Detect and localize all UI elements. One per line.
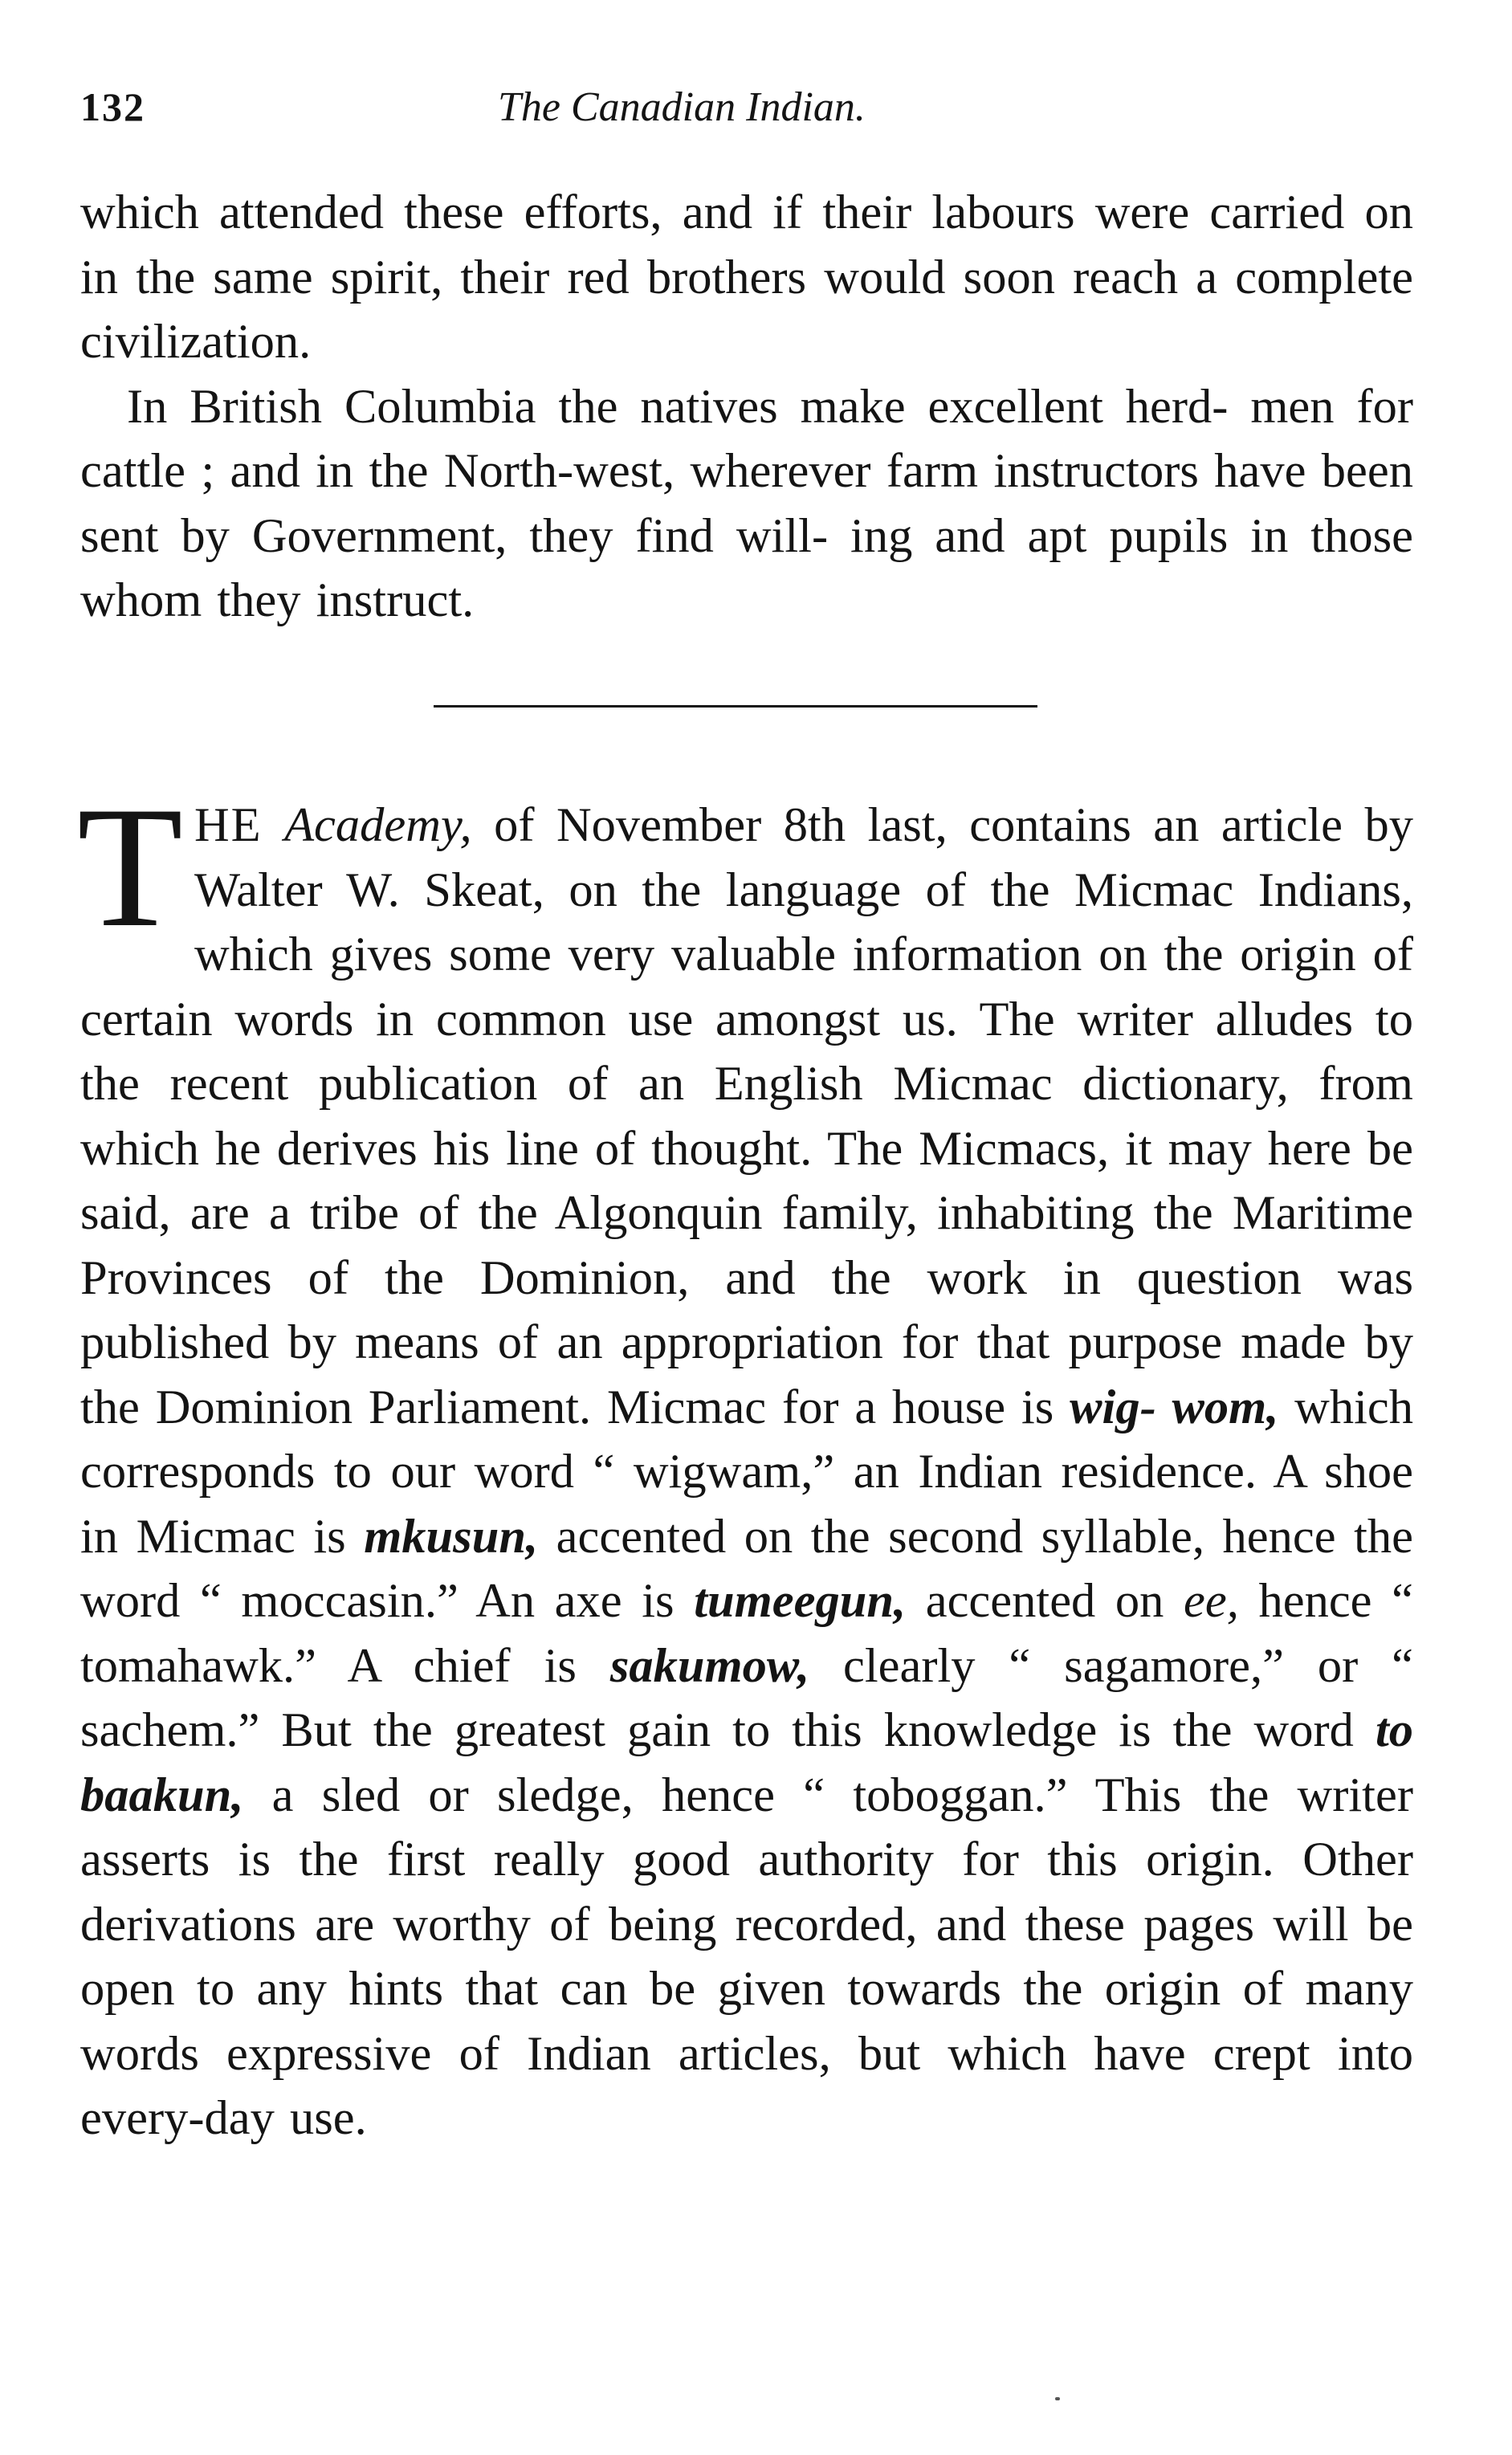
article-text-segment: of November 8th last, contains an article by Walter W. Skeat, on the language of the Micmac Indians, which gives some very valuable information on the origin of certain words in common use amongst us. The writer alludes to the recent publication of an English Micmac dictionary, from which he derives his line of thought. The Micmacs, it may here be said, are a tribe of the Algonquin family, inhabiting the Maritime Provinces of the Dominion, and the work in question was published by means of an appropriation for that purpose made by the Dominion Parliament. Micmac for a house is bbox=[80, 798, 1413, 1434]
book-page bbox=[77, 0, 1413, 2455]
micmac-word: to baakun, bbox=[80, 1703, 1413, 1822]
article-paragraph bbox=[77, 771, 1413, 2151]
micmac-word: sakumow, bbox=[609, 1638, 810, 1693]
accented-syllable: ee, bbox=[1184, 1574, 1239, 1628]
article-text-segment: hence “ tomahawk.” A chief is bbox=[80, 1574, 1413, 1693]
continued-passage bbox=[80, 181, 1413, 634]
micmac-word: tumeegun, bbox=[694, 1574, 907, 1628]
page-number: 132 bbox=[80, 84, 145, 129]
running-title: The Canadian Indian. bbox=[498, 84, 866, 130]
page-header bbox=[80, 84, 1413, 140]
british-columbia-paragraph: In British Columbia the natives make excellent herd- men for cattle ; and in the North-west, wherever farm instructors have been sent by Government, they find will- ing and apt pupils in those whom they instruct. bbox=[80, 379, 1413, 627]
section-divider bbox=[434, 705, 1037, 708]
article-text-segment: a sled or sledge, hence “ toboggan.” This the writer asserts is the first really good authority for this origin. Other derivations are worthy of being recorded, and these pages will be open to any hints that can be given towards the origin of many words expressive of Indian articles, but which have crept into every-day use. bbox=[80, 1768, 1413, 2145]
opening-small-caps: HE bbox=[194, 798, 263, 852]
article-text-segment: accented on the second syllable, hence the word “ moccasin.” An axe is bbox=[80, 1509, 1413, 1628]
drop-cap: T bbox=[77, 771, 183, 963]
micmac-word: mkusun, bbox=[364, 1509, 539, 1564]
micmac-article bbox=[77, 771, 1413, 2151]
continued-paragraph: which attended these efforts, and if their labours were carried on in the same spirit, their red brothers would soon reach a complete civilization. bbox=[80, 186, 1413, 369]
micmac-word: wig- wom, bbox=[1070, 1380, 1279, 1434]
print-speck bbox=[1055, 2397, 1060, 2400]
article-text-segment: clearly “ sagamore,” or “ sachem.” But the greatest gain to this knowledge is the word bbox=[80, 1638, 1413, 1757]
article-text-segment: which corresponds to our word “ wigwam,” an Indian residence. A shoe in Micmac is bbox=[80, 1380, 1413, 1564]
journal-title: Academy, bbox=[284, 798, 472, 852]
article-text-segment: accented on bbox=[906, 1574, 1184, 1628]
